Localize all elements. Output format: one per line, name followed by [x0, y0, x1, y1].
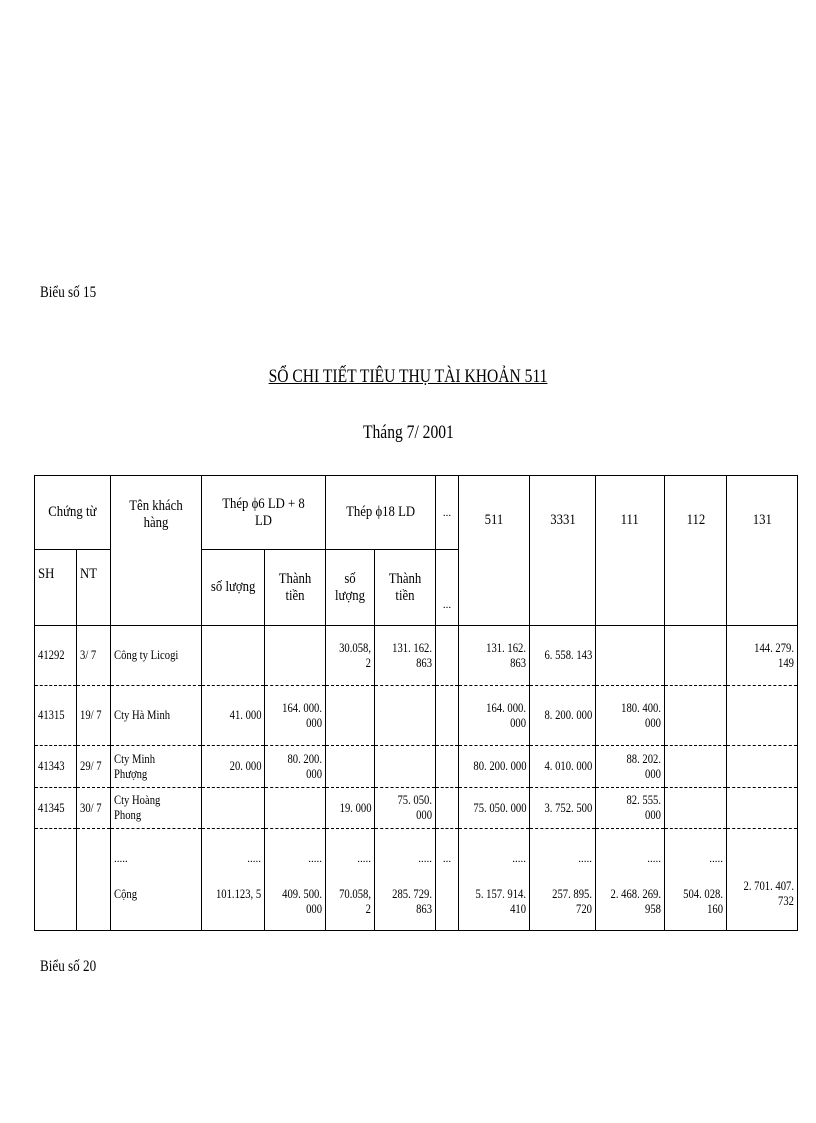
cell-sh: 41292 [38, 648, 65, 662]
header-account-511: 511 [459, 476, 530, 626]
cell-nt: 3/ 7 [80, 648, 97, 662]
header-ellipsis-2: ... [436, 550, 459, 626]
cell-customer: Công ty Licogi [114, 648, 179, 662]
header-nt: NT [77, 550, 111, 626]
cell-111: 88. 202. 000 [626, 751, 662, 781]
cell-511: 75. 050. 000 [472, 800, 527, 815]
cell-sh: 41345 [38, 800, 65, 815]
cell-111: 82. 555. 000 [626, 793, 662, 822]
cell-sh: 41315 [38, 708, 65, 722]
header-so-luong-b: số lượng [326, 550, 375, 626]
cell-dots: ..... [709, 853, 724, 865]
cell-dots: ..... [247, 853, 261, 865]
cell-ellipsis: ... [442, 853, 452, 865]
header-row-1 [35, 476, 798, 550]
caption-bieu-15: Biểu số 15 [40, 284, 97, 301]
cell-thanh-tien-a: 164. 000. 000 [282, 700, 323, 730]
cell-total-3331: 257. 895. 720 [552, 887, 593, 916]
cell-511: 164. 000. 000 [486, 700, 527, 730]
cell-nt: 19/ 7 [80, 708, 102, 722]
cell-nt: 29/ 7 [80, 759, 102, 773]
cell-3331: 3. 752. 500 [544, 800, 593, 815]
header-ten-khach-hang: Tên khách hàng [111, 476, 202, 626]
cell-131: 144. 279. 149 [754, 640, 795, 670]
cell-customer-dots: ..... [114, 853, 128, 865]
cell-total-thanh-tien-b: 285. 729. 863 [392, 887, 433, 916]
cell-thanh-tien-b: 75. 050. 000 [397, 793, 433, 822]
cell-nt: 30/ 7 [80, 800, 102, 815]
cell-total-112: 504. 028. 160 [683, 887, 724, 916]
cell-thanh-tien-b: 131. 162. 863 [392, 640, 433, 670]
header-chung-tu: Chứng từ [35, 476, 111, 550]
cell-dots: ..... [357, 853, 372, 865]
header-sh: SH [35, 550, 77, 626]
cell-so-luong-a: 41. 000 [229, 708, 261, 722]
cell-total-so-luong-b: 70.058, 2 [339, 887, 372, 916]
cell-so-luong-b: 30.058, 2 [339, 640, 372, 670]
cell-total-thanh-tien-a: 409. 500. 000 [282, 887, 323, 916]
header-so-luong-a: số lượng [202, 550, 265, 626]
cell-dots: ..... [647, 853, 662, 865]
cell-so-luong-b: 19. 000 [339, 800, 372, 815]
header-account-111: 111 [596, 476, 665, 626]
cell-customer: Cty Hà Minh [114, 708, 171, 722]
header-thanh-tien-a: Thành tiền [265, 550, 326, 626]
header-account-131: 131 [727, 476, 798, 626]
cell-dots: ..... [578, 853, 593, 865]
cell-dots: ..... [512, 853, 527, 865]
header-account-112: 112 [665, 476, 727, 626]
header-thep-18: Thép ϕ18 LD [326, 476, 436, 550]
table-row [35, 746, 798, 788]
cell-total-111: 2. 468. 269. 958 [610, 887, 662, 916]
caption-bieu-20: Biểu số 20 [40, 958, 97, 975]
header-account-3331: 3331 [530, 476, 596, 626]
table-row-total [35, 829, 798, 931]
table-row [35, 626, 798, 686]
table-row [35, 686, 798, 746]
cell-total-label: Cộng [114, 887, 138, 901]
cell-thanh-tien-a: 80. 200. 000 [287, 751, 323, 781]
cell-customer: Cty Minh Phượng [114, 751, 156, 781]
cell-sh: 41343 [38, 759, 65, 773]
cell-so-luong-a: 20. 000 [229, 759, 261, 773]
cell-customer: Cty Hoàng Phong [114, 793, 161, 822]
cell-dots: ..... [308, 853, 323, 865]
cell-3331: 6. 558. 143 [544, 648, 593, 662]
cell-total-so-luong-a: 101.123, 5 [215, 887, 261, 901]
header-ellipsis: ... [436, 476, 459, 550]
ledger-table [34, 475, 798, 931]
cell-3331: 4. 010. 000 [544, 759, 593, 773]
document-title: SỔ CHI TIẾT TIÊU THỤ TÀI KHOẢN 511 [268, 366, 548, 387]
cell-total-511: 5. 157. 914. 410 [475, 887, 527, 916]
header-thep-6-8: Thép ϕ6 LD + 8 LD [202, 476, 326, 550]
document-subtitle: Tháng 7/ 2001 [362, 422, 454, 443]
cell-total-131: 2. 701. 407. 732 [743, 879, 795, 908]
cell-dots: ..... [418, 853, 433, 865]
cell-511: 131. 162. 863 [486, 640, 527, 670]
cell-111: 180. 400. 000 [621, 700, 662, 730]
table-row [35, 788, 798, 829]
cell-511: 80. 200. 000 [472, 759, 527, 773]
cell-3331: 8. 200. 000 [544, 708, 593, 722]
header-thanh-tien-b: Thành tiền [375, 550, 436, 626]
